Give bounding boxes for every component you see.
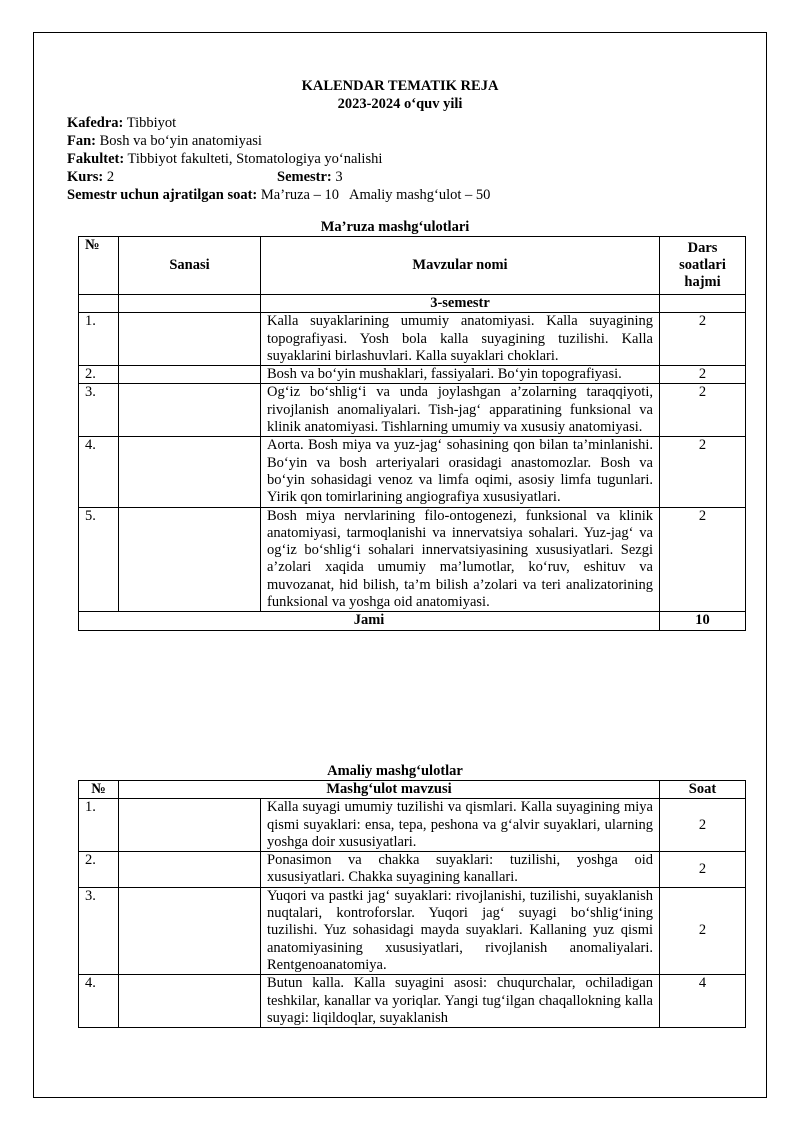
table-row — [79, 507, 746, 612]
row-topic: Yuqori va pastki jag‘ suyaklari: rivojlanishi, tuzilishi, suyaklanish nuqtalari, kontroforslar. Yuqori jag‘ suyagi bo‘shlig‘ining tuzilishi. Yuz sohasidagi mayda suyaklari. Kallaning yuz qismi anatomiyasining xususiyatlari, rivojlanish anomaliyalari. Rentgenoanatomiya. — [261, 887, 660, 974]
row-hours: 2 — [660, 887, 746, 974]
semestr-line — [277, 169, 343, 186]
fakultet-line — [67, 151, 382, 168]
fan-label: Fan: — [67, 133, 96, 149]
header-topic: Mashg‘ulot mavzusi — [119, 781, 660, 799]
semestr-label: Semestr: — [277, 169, 332, 185]
row-date — [119, 799, 261, 852]
row-hours: 2 — [660, 437, 746, 507]
table-row — [79, 384, 746, 437]
row-no: 1. — [79, 799, 119, 852]
row-topic: Og‘iz bo‘shlig‘i va unda joylashgan a’zolarning taraqqiyoti, rivojlanish anomaliyalari. Tish-jag‘ apparatining funksional va klinik anatomiyasi. Tishlarning umumiy va xususiy anatomiyasi. — [261, 384, 660, 437]
row-hours: 2 — [660, 799, 746, 852]
header-date: Sanasi — [119, 237, 261, 295]
row-topic: Ponasimon va chakka suyaklari: tuzilishi, yoshga oid xususiyatlari. Chakka suyagining kanallari. — [261, 852, 660, 888]
lectures-table — [78, 236, 746, 631]
semester-row-empty — [660, 295, 746, 313]
fakultet-value: Tibbiyot fakulteti, Stomatologiya yo‘nalishi — [124, 151, 383, 167]
header-hours: Dars soatlari hajmi — [660, 237, 746, 295]
row-no: 4. — [79, 437, 119, 507]
semester-label: 3-semestr — [261, 295, 660, 313]
row-no: 3. — [79, 384, 119, 437]
practicals-header-row — [79, 781, 746, 799]
academic-year: 2023-2024 o‘quv yili — [337, 96, 463, 112]
soat-value: Ma’ruza – 10 Amaliy mashg‘ulot – 50 — [257, 187, 491, 203]
row-date — [119, 366, 261, 384]
table-row — [79, 852, 746, 888]
table-row — [79, 366, 746, 384]
header-topic: Mavzular nomi — [261, 237, 660, 295]
row-date — [119, 887, 261, 974]
row-no: 4. — [79, 975, 119, 1028]
row-topic: Aorta. Bosh miya va yuz-jag‘ sohasining qon bilan ta’minlanishi. Bo‘yin va bosh arteriyalari orasidagi anastomozlar. Bosh va bo‘yin sohasidagi venoz va limfa oqimi, asosiy limfa tugunlari. Yirik qon tomirlarining angiografiya xususiyatlari. — [261, 437, 660, 507]
row-hours: 4 — [660, 975, 746, 1028]
table-row — [79, 975, 746, 1028]
row-topic: Kalla suyaklarining umumiy anatomiyasi. Kalla suyagining topografiyasi. Yosh bola kalla suyagining tuzilishi. Kalla suyaklarini birlashuvlari. Kalla suyaklari choklari. — [261, 313, 660, 366]
kafedra-label: Kafedra: — [67, 115, 124, 131]
row-no: 2. — [79, 366, 119, 384]
row-date — [119, 852, 261, 888]
total-row — [79, 612, 746, 630]
row-no: 1. — [79, 313, 119, 366]
table-row — [79, 799, 746, 852]
row-date — [119, 384, 261, 437]
row-date — [119, 975, 261, 1028]
row-hours: 2 — [660, 366, 746, 384]
fan-line — [67, 133, 262, 150]
row-date — [119, 313, 261, 366]
soat-line — [67, 187, 490, 204]
lectures-title: Ma’ruza mashg‘ulotlari — [320, 219, 470, 235]
header-no: № — [79, 781, 119, 799]
practicals-title: Amaliy mashg‘ulotlar — [327, 763, 463, 779]
semester-row-empty — [119, 295, 261, 313]
kurs-value: 2 — [103, 169, 115, 185]
row-date — [119, 437, 261, 507]
table-row — [79, 887, 746, 974]
row-hours: 2 — [660, 384, 746, 437]
row-hours: 2 — [660, 313, 746, 366]
kafedra-value: Tibbiyot — [123, 115, 177, 131]
total-value: 10 — [660, 612, 746, 630]
header-hours: Soat — [660, 781, 746, 799]
header-no: № — [79, 237, 119, 295]
kafedra-line — [67, 115, 176, 132]
row-topic: Butun kalla. Kalla suyagini asosi: chuqurchalar, ochiladigan teshkilar, kanallar va yoriqlar. Yangi tug‘ilgan chaqallokning kalla suyagi: liqildoqlar, suyaklanish — [261, 975, 660, 1028]
practicals-table — [78, 780, 746, 1028]
semester-row-empty — [79, 295, 119, 313]
row-hours: 2 — [660, 507, 746, 612]
row-date — [119, 507, 261, 612]
row-no: 5. — [79, 507, 119, 612]
kurs-label: Kurs: — [67, 169, 104, 185]
row-topic: Bosh va bo‘yin mushaklari, fassiyalari. Bo‘yin topografiyasi. — [261, 366, 660, 384]
row-hours: 2 — [660, 852, 746, 888]
row-topic: Kalla suyagi umumiy tuzilishi va qismlari. Kalla suyagining miya qismi suyaklari: ensa, tepa, peshona va g‘alvir suyaklari, ularning yoshga doir xususiyatlari. — [261, 799, 660, 852]
table-row — [79, 313, 746, 366]
row-topic: Bosh miya nervlarining filo-ontogenezi, funksional va klinik anatomiyasi, tarmoqlanishi va innervatsiya sohalari. Yuz-jag‘ va og‘iz bo‘shlig‘i sohalari innervatsiyasining xususiyatlari. Sezgi a’zolari xaqida umumiy ma’lumotlar, ko‘ruv, eshituv va muvozanat, hid bilish, ta’m bilish a’zolari va teri analizatorining funksional va yoshga oid anatomiyasi. — [261, 507, 660, 612]
lectures-header-row — [79, 237, 746, 295]
soat-label: Semestr uchun ajratilgan soat: — [67, 187, 258, 203]
row-no: 3. — [79, 887, 119, 974]
fan-value: Bosh va bo‘yin anatomiyasi — [96, 133, 262, 149]
fakultet-label: Fakultet: — [67, 151, 125, 167]
total-label: Jami — [79, 612, 660, 630]
kurs-line — [67, 169, 114, 186]
table-row — [79, 437, 746, 507]
document-title: KALENDAR TEMATIK REJA — [301, 78, 499, 94]
semestr-value: 3 — [331, 169, 343, 185]
semester-row — [79, 295, 746, 313]
row-no: 2. — [79, 852, 119, 888]
